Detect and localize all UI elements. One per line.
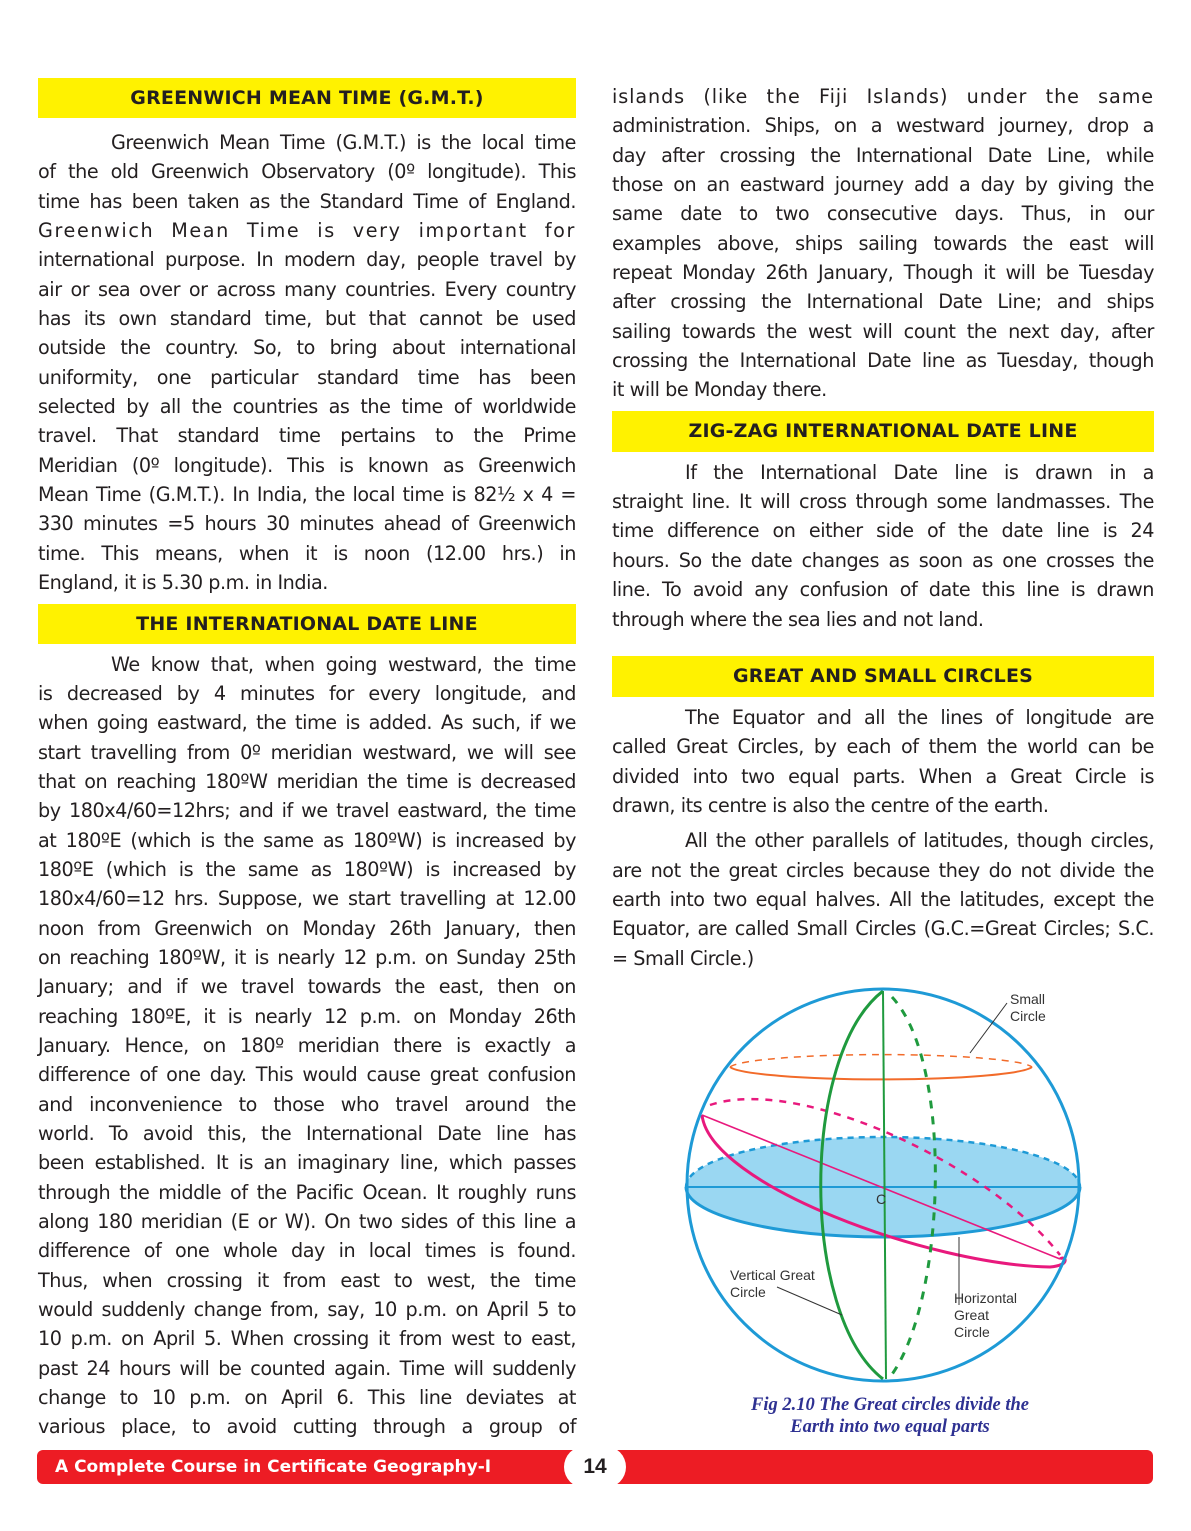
paragraph-small-circles: [612, 826, 1154, 973]
label-line: Circle: [730, 1284, 766, 1300]
text-line: is decreased by 4 minutes for every longitude, and: [38, 681, 576, 705]
text-line: England, it is 5.30 p.m. in India.: [38, 571, 328, 595]
text-line: difference of one day. This would cause great confusion: [38, 1063, 576, 1087]
figure-caption: [700, 1394, 1080, 1438]
caption-line: Fig 2.10 The Great circles divide the: [751, 1395, 1029, 1415]
text-line: repeat Monday 26th January, Though it will be Tuesday: [612, 261, 1154, 285]
left-column: [38, 78, 576, 1442]
page-footer: [37, 1450, 1153, 1484]
text-line: through where the sea lies and not land.: [612, 607, 984, 631]
text-line: The Equator and all the lines of longitude are: [685, 705, 1154, 729]
section-heading-great-small-circles: [612, 656, 1154, 697]
sphere-diagram-icon: [680, 975, 1100, 1395]
heading-text: THE INTERNATIONAL DATE LINE: [136, 612, 478, 635]
text-line: past 24 hours will be counted again. Time will suddenly: [38, 1356, 576, 1380]
text-line: day after crossing the International Date Line, while: [612, 143, 1154, 167]
text-line: of the old Greenwich Observatory (0º longitude). This: [38, 160, 576, 184]
text-line: various place, to avoid cutting through a group of: [38, 1415, 576, 1439]
section-heading-gmt: [38, 78, 576, 118]
text-line: Equator, are called Small Circles (G.C.=Great Circles; S.C.: [612, 917, 1154, 941]
label-line: Horizontal: [954, 1290, 1018, 1306]
text-line: air or sea over or across many countries. Every country: [38, 277, 576, 301]
text-line: same date to two consecutive days. Thus, in our: [612, 202, 1154, 226]
text-line: sailing towards the west will count the next day, after: [612, 319, 1154, 343]
paragraph-international-date-line-continued: [612, 82, 1154, 405]
label-line: Circle: [954, 1324, 990, 1340]
heading-text: GREAT AND SMALL CIRCLES: [732, 665, 1034, 688]
text-line: after crossing the International Date Line; and ships: [612, 290, 1154, 314]
paragraph-great-circles: [612, 703, 1154, 820]
heading-text: GREENWICH MEAN TIME (G.M.T.): [130, 87, 484, 109]
text-line: If the International Date line is drawn in a: [685, 460, 1154, 484]
great-circles-diagram: [680, 975, 1100, 1395]
text-line: at 180ºE (which is the same as 180ºW) is increased by: [38, 828, 576, 852]
section-heading-international-date-line: [38, 604, 576, 644]
label-line: Great: [954, 1307, 990, 1323]
label-small-circle: [1010, 991, 1046, 1025]
label-line: Small: [1010, 991, 1046, 1007]
text-line: time difference on either side of the date line is 24: [612, 519, 1154, 543]
text-line: 180ºE (which is the same as 180ºW) is increased by: [38, 857, 576, 881]
text-line: are not the great circles because they do not divide the: [612, 858, 1154, 882]
text-line: and inconvenience to those who travel around the: [38, 1092, 576, 1116]
paragraph-zigzag: [612, 458, 1154, 634]
text-line: Greenwich Mean Time (G.M.T.) is the local time: [111, 131, 576, 154]
text-line: Mean Time (G.M.T.). In India, the local time is 82½ x 4 =: [38, 483, 576, 507]
text-line: time has been taken as the Standard Time of England.: [38, 189, 576, 213]
text-line: selected by all the countries as the time of worldwide: [38, 395, 576, 419]
label-line: Vertical Great: [730, 1267, 815, 1283]
label-line: Circle: [1010, 1008, 1046, 1024]
text-line: been established. It is an imaginary line, which passes: [38, 1151, 576, 1175]
text-line: 180x4/60=12 hrs. Suppose, we start travelling at 12.00: [38, 887, 576, 911]
label-horizontal-great-circle: [954, 1290, 1017, 1341]
text-line: administration. Ships, on a westward journey, drop a: [612, 114, 1154, 138]
text-line: = Small Circle.): [612, 946, 754, 970]
text-line: 10 p.m. on April 5. When crossing it from west to east,: [38, 1327, 576, 1351]
book-title: A Complete Course in Certificate Geography-I: [55, 1457, 492, 1477]
text-line: that on reaching 180ºW meridian the time is decreased: [38, 769, 576, 793]
text-line: time. This means, when it is noon (12.00 hrs.) in: [38, 541, 576, 565]
text-line: divided into two equal parts. When a Great Circle is: [612, 764, 1154, 788]
text-line: along 180 meridian (E or W). On two sides of this line a: [38, 1210, 576, 1234]
text-line: earth into two equal halves. All the latitudes, except the: [612, 887, 1154, 911]
text-line: examples above, ships sailing towards the east will: [612, 231, 1154, 255]
text-line: reaching 180ºE, it is nearly 12 p.m. on Monday 26th: [38, 1004, 576, 1028]
text-line: on reaching 180ºW, it is nearly 12 p.m. on Sunday 25th: [38, 945, 576, 969]
paragraph-gmt: [38, 128, 576, 598]
text-line: would suddenly change from, say, 10 p.m. on April 5 to: [38, 1298, 576, 1322]
text-line: straight line. It will cross through some landmasses. The: [612, 490, 1154, 514]
text-line: drawn, its centre is also the centre of the earth.: [612, 793, 1049, 817]
paragraph-international-date-line: [38, 650, 576, 1442]
text-line: crossing the International Date line as Tuesday, though: [612, 349, 1154, 373]
text-line: has its own standard time, but that cannot be used: [38, 307, 576, 331]
text-line: through the middle of the Pacific Ocean. It roughly runs: [38, 1180, 576, 1204]
text-line: line. To avoid any confusion of date this line is drawn: [612, 578, 1154, 602]
text-line: Greenwich Mean Time is very important for: [38, 219, 576, 243]
page-number: 14: [564, 1446, 626, 1488]
text-line: islands (like the Fiji Islands) under the same: [612, 85, 1154, 108]
text-line: hours. So the date changes as soon as one crosses the: [612, 548, 1154, 572]
text-line: Meridian (0º longitude). This is known as Greenwich: [38, 453, 576, 477]
text-line: called Great Circles, by each of them the world can be: [612, 735, 1154, 759]
text-line: start travelling from 0º meridian westward, we will see: [38, 740, 576, 764]
text-line: world. To avoid this, the International Date line has: [38, 1122, 576, 1145]
heading-text: ZIG-ZAG INTERNATIONAL DATE LINE: [688, 420, 1078, 443]
text-line: change to 10 p.m. on April 6. This line deviates at: [38, 1386, 576, 1410]
section-heading-zigzag: [612, 411, 1154, 452]
text-line: noon from Greenwich on Monday 26th January, then: [38, 916, 576, 940]
text-line: Thus, when crossing it from east to west, the time: [38, 1268, 576, 1292]
text-line: 330 minutes =5 hours 30 minutes ahead of Greenwich: [38, 512, 576, 536]
text-line: January; and if we travel towards the east, then on: [38, 975, 576, 999]
text-line: We know that, when going westward, the time: [111, 652, 576, 676]
text-line: travel. That standard time pertains to the Prime: [38, 424, 576, 448]
text-line: difference of one whole day in local times is found.: [38, 1239, 576, 1263]
text-line: All the other parallels of latitudes, though circles,: [685, 829, 1154, 853]
caption-line: Earth into two equal parts: [790, 1417, 990, 1437]
text-line: when going eastward, the time is added. As such, if we: [38, 711, 576, 735]
text-line: uniformity, one particular standard time has been: [38, 365, 576, 389]
text-line: those on an eastward journey add a day by giving the: [612, 173, 1154, 197]
label-centre: C: [876, 1191, 887, 1207]
text-line: international purpose. In modern day, people travel by: [38, 248, 576, 272]
label-vertical-great-circle: [730, 1267, 815, 1301]
right-column: [612, 82, 1154, 973]
text-line: outside the country. So, to bring about international: [38, 336, 576, 360]
text-line: it will be Monday there.: [612, 378, 827, 402]
text-line: by 180x4/60=12hrs; and if we travel eastward, the time: [38, 799, 576, 823]
text-line: January. Hence, on 180º meridian there is exactly a: [38, 1033, 576, 1057]
